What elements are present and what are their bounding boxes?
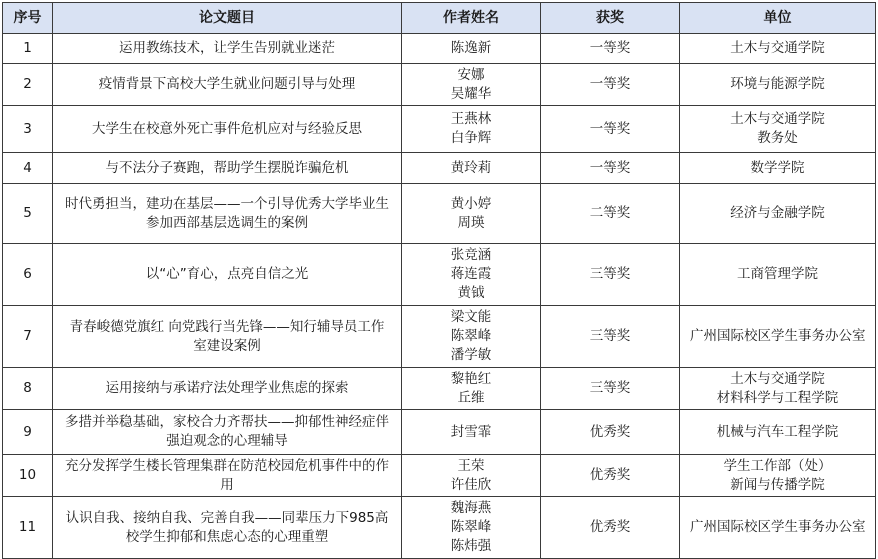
author-name: 陈炜强	[450, 538, 492, 554]
unit-names	[680, 106, 876, 153]
unit-name: 广州国际校区学生事务办公室	[690, 328, 866, 344]
table-body	[3, 34, 876, 559]
unit-name: 经济与金融学院	[730, 205, 825, 221]
author-names	[402, 410, 541, 455]
award-level: 三等奖	[541, 306, 680, 368]
author-name: 张竞涵	[450, 247, 492, 263]
row-number: 7	[3, 306, 53, 368]
table-row	[3, 34, 876, 64]
author-name: 陈翠峰	[450, 328, 492, 344]
author-names	[402, 306, 541, 368]
unit-name: 土木与交通学院	[730, 40, 825, 56]
award-level: 三等奖	[541, 244, 680, 306]
author-names	[402, 184, 541, 244]
row-number: 4	[3, 153, 53, 184]
table-row	[3, 497, 876, 559]
award-level: 一等奖	[541, 106, 680, 153]
paper-title-line: 校学生抑郁和焦虑心态的心理重塑	[125, 528, 329, 545]
row-number: 6	[3, 244, 53, 306]
paper-title-line: 参加西部基层选调生的案例	[146, 214, 308, 231]
paper-title	[53, 497, 402, 559]
unit-name: 学生工作部（处）	[723, 457, 832, 474]
unit-name: 机械与汽车工程学院	[716, 423, 839, 440]
table-row	[3, 244, 876, 306]
author-names	[402, 244, 541, 306]
paper-title-line: 青春峻德党旗红 向党践行当先锋——知行辅导员工作	[69, 318, 385, 335]
author-names	[402, 455, 541, 497]
author-names	[402, 153, 541, 184]
author-name: 王荣	[457, 457, 485, 474]
author-name: 丘维	[457, 389, 485, 406]
unit-name: 数学学院	[750, 159, 805, 176]
paper-title-line: 认识自我、接纳自我、完善自我——同辈压力下985高	[65, 509, 389, 526]
award-level: 优秀奖	[541, 455, 680, 497]
unit-name: 土木与交通学院	[730, 111, 825, 127]
unit-name: 环境与能源学院	[730, 76, 825, 92]
author-name: 梁文能	[450, 309, 492, 325]
author-name: 黄玲莉	[450, 159, 492, 176]
table-row	[3, 410, 876, 455]
award-level: 一等奖	[541, 34, 680, 64]
unit-name: 广州国际校区学生事务办公室	[690, 519, 866, 535]
paper-title-line: 疫情背景下高校大学生就业问题引导与处理	[98, 76, 356, 92]
unit-names	[680, 306, 876, 368]
header-author: 作者姓名	[402, 3, 541, 34]
author-name: 蒋连霞	[450, 266, 492, 282]
award-level: 优秀奖	[541, 497, 680, 559]
paper-title	[53, 153, 402, 184]
paper-title-line: 运用教练技术，让学生告别就业迷茫	[119, 40, 335, 56]
author-names	[402, 368, 541, 410]
paper-title-line: 运用接纳与承诺疗法处理学业焦虑的探索	[105, 380, 349, 396]
award-level: 二等奖	[541, 184, 680, 244]
unit-names	[680, 497, 876, 559]
row-number: 9	[3, 410, 53, 455]
unit-name: 土木与交通学院	[730, 370, 825, 387]
paper-title	[53, 244, 402, 306]
author-name: 黎艳红	[450, 370, 492, 387]
table-row	[3, 184, 876, 244]
author-name: 陈翠峰	[450, 519, 492, 535]
author-name: 封雪霏	[450, 423, 492, 440]
row-number: 2	[3, 64, 53, 106]
author-names	[402, 106, 541, 153]
paper-title	[53, 184, 402, 244]
header-row	[3, 3, 876, 34]
unit-names	[680, 34, 876, 64]
unit-names	[680, 153, 876, 184]
header-award: 获奖	[541, 3, 680, 34]
unit-name: 新闻与传播学院	[730, 476, 825, 493]
unit-names	[680, 410, 876, 455]
unit-names	[680, 244, 876, 306]
paper-title-line: 以“心”育心，点亮自信之光	[145, 266, 309, 282]
table-row	[3, 306, 876, 368]
paper-title	[53, 106, 402, 153]
paper-title-line: 充分发挥学生楼长管理集群在防范校园危机事件中的作	[65, 457, 389, 474]
row-number: 1	[3, 34, 53, 64]
paper-title-line: 大学生在校意外死亡事件危机应对与经验反思	[92, 120, 362, 137]
author-names	[402, 64, 541, 106]
header-no: 序号	[3, 3, 53, 34]
table-row	[3, 153, 876, 184]
paper-title-line: 时代勇担当，建功在基层——一个引导优秀大学毕业生	[65, 195, 389, 212]
author-name: 潘学敏	[450, 347, 492, 363]
table-row	[3, 455, 876, 497]
author-name: 黄小婷	[450, 195, 492, 212]
unit-name: 教务处	[757, 130, 798, 146]
author-name: 吴耀华	[450, 85, 492, 102]
paper-title	[53, 34, 402, 64]
table-row	[3, 106, 876, 153]
paper-title	[53, 306, 402, 368]
paper-title	[53, 368, 402, 410]
award-level: 优秀奖	[541, 410, 680, 455]
award-level: 一等奖	[541, 64, 680, 106]
author-name: 黄钺	[457, 285, 485, 301]
author-name: 陈逸新	[450, 40, 492, 56]
author-name: 王燕林	[450, 111, 492, 127]
author-name: 许佳欣	[450, 476, 492, 493]
awards-table	[2, 2, 876, 559]
row-number: 3	[3, 106, 53, 153]
unit-names	[680, 184, 876, 244]
author-name: 安娜	[457, 66, 485, 83]
unit-names	[680, 368, 876, 410]
paper-title	[53, 410, 402, 455]
table-row	[3, 64, 876, 106]
header-unit: 单位	[680, 3, 876, 34]
paper-title	[53, 64, 402, 106]
author-names	[402, 497, 541, 559]
paper-title-line: 室建设案例	[193, 337, 261, 354]
unit-names	[680, 455, 876, 497]
row-number: 5	[3, 184, 53, 244]
author-name: 周瑛	[457, 214, 485, 231]
row-number: 11	[3, 497, 53, 559]
author-names	[402, 34, 541, 64]
unit-name: 工商管理学院	[737, 266, 818, 282]
paper-title-line: 多措并举稳基础，家校合力齐帮扶——抑郁性神经症伴	[65, 414, 389, 430]
row-number: 8	[3, 368, 53, 410]
paper-title-line: 用	[220, 476, 234, 493]
paper-title-line: 与不法分子赛跑，帮助学生摆脱诈骗危机	[105, 159, 349, 176]
author-name: 魏海燕	[450, 500, 492, 516]
table-row	[3, 368, 876, 410]
award-level: 三等奖	[541, 368, 680, 410]
header-title: 论文题目	[53, 3, 402, 34]
award-level: 一等奖	[541, 153, 680, 184]
unit-names	[680, 64, 876, 106]
paper-title-line: 强迫观念的心理辅导	[166, 433, 288, 449]
unit-name: 材料科学与工程学院	[716, 389, 839, 406]
paper-title	[53, 455, 402, 497]
author-name: 白争辉	[450, 130, 492, 146]
row-number: 10	[3, 455, 53, 497]
